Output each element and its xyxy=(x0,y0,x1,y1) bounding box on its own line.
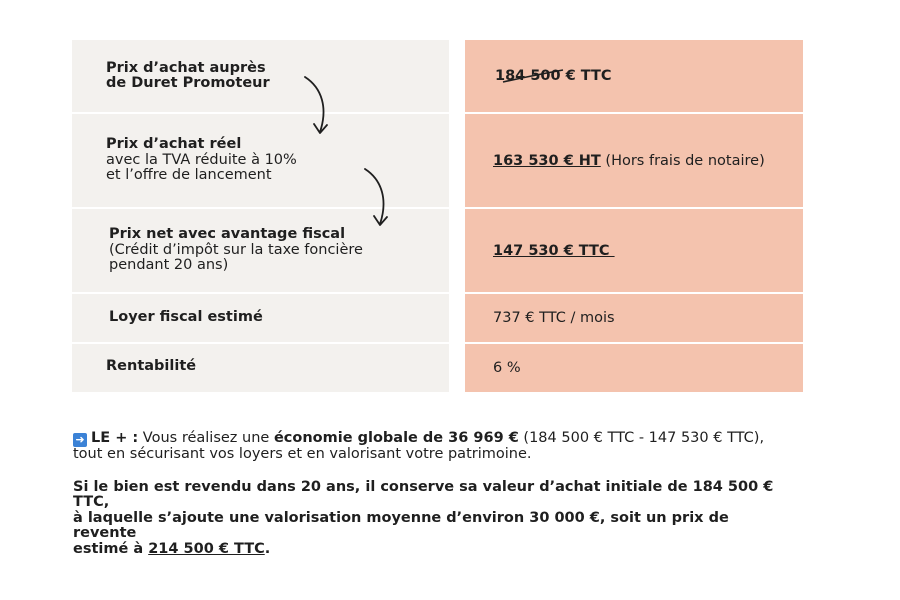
label-line: de Duret Promoteur xyxy=(106,75,270,91)
row-net-price-value xyxy=(465,209,803,292)
price-suffix: TTC xyxy=(575,68,612,84)
label-line: Prix d’achat auprès xyxy=(106,59,266,76)
text: tout en sécurisant vos loyers et en valorisant votre patrimoine. xyxy=(73,446,532,462)
text: à laquelle s’ajoute une valorisation moyenne d’environ 30 000 €, soit un prix de revente xyxy=(73,509,729,541)
struck-price xyxy=(495,68,612,84)
yield-value: 6 % xyxy=(493,360,521,376)
notes-section xyxy=(73,431,793,557)
text: Si le bien est revendu dans 20 ans, il conserve sa valeur d’achat initiale de 184 500 € TTC, xyxy=(73,478,774,510)
label-sub: pendant 20 ans) xyxy=(109,257,229,274)
real-price: 163 530 € HT xyxy=(493,152,601,169)
label-title: Prix net avec avantage fiscal xyxy=(109,226,346,243)
net-price: 147 530 € TTC xyxy=(493,242,615,259)
label-sub: (Crédit d’impôt sur la taxe foncière xyxy=(109,241,363,258)
row-yield-value xyxy=(465,344,803,392)
struck-price-text: 184 500 € xyxy=(495,68,576,84)
label-title: Rentabilité xyxy=(106,358,197,374)
text: Vous réalisez une xyxy=(138,430,274,446)
label-title: Prix d’achat réel xyxy=(106,136,242,153)
row-rent-label xyxy=(72,294,449,342)
price-table xyxy=(72,40,803,392)
text: (184 500 € TTC - 147 530 € TTC), xyxy=(518,430,765,446)
curved-arrow-icon xyxy=(358,166,394,232)
rent-value: 737 € TTC / mois xyxy=(493,310,615,326)
text: . xyxy=(264,540,271,557)
row-purchase-price-label xyxy=(72,40,449,112)
row-real-price-value xyxy=(465,114,803,207)
row-rent-value xyxy=(465,294,803,342)
label-sub: avec la TVA réduite à 10% xyxy=(106,151,297,168)
savings-amount: économie globale de 36 969 € xyxy=(273,430,519,446)
curved-arrow-icon xyxy=(298,74,334,140)
text: estimé à xyxy=(73,540,149,557)
arrow-right-icon: ➜ xyxy=(73,433,87,447)
row-purchase-price-value xyxy=(465,40,803,112)
strikethrough-scribble xyxy=(501,68,565,88)
label-title: Loyer fiscal estimé xyxy=(109,309,263,326)
resale-paragraph xyxy=(73,480,793,558)
savings-paragraph xyxy=(73,431,793,463)
resale-price: 214 500 € TTC xyxy=(148,540,265,557)
row-yield-label xyxy=(72,344,449,392)
plus-lead: LE + : xyxy=(91,430,139,446)
label-sub: et l’offre de lancement xyxy=(106,167,272,184)
real-price-note: (Hors frais de notaire) xyxy=(600,152,765,169)
